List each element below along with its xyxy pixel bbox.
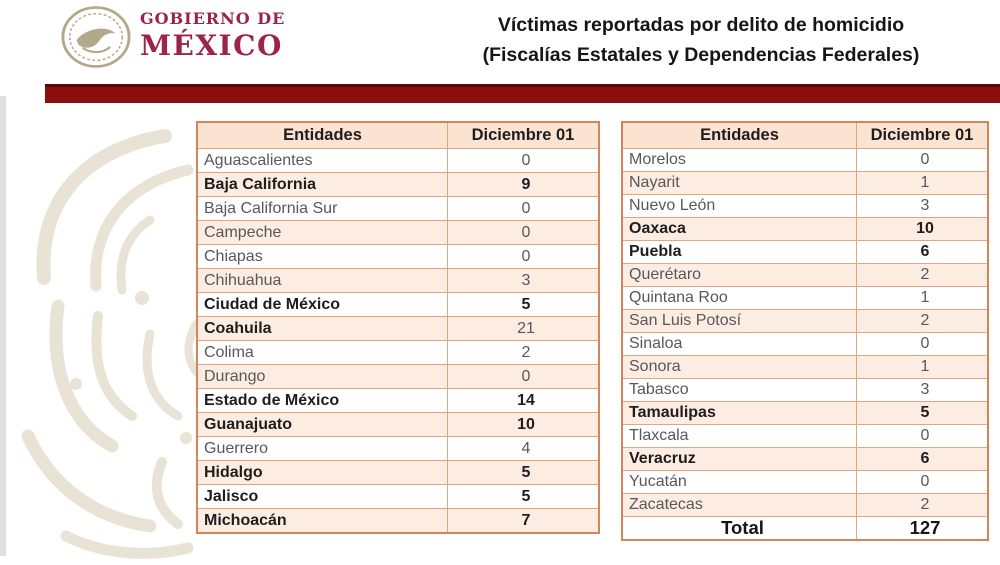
table-row: [197, 437, 599, 461]
table-row: [622, 425, 988, 448]
table-row: [622, 356, 988, 379]
value-cell: 0: [448, 197, 600, 221]
value-cell: 10: [857, 218, 989, 241]
entity-cell: Tabasco: [622, 379, 857, 402]
entity-cell: Colima: [197, 341, 448, 365]
entity-cell: Chiapas: [197, 245, 448, 269]
column-header-entidades: Entidades: [197, 122, 448, 149]
entity-cell: Quintana Roo: [622, 287, 857, 310]
table-row: [622, 333, 988, 356]
value-cell: 3: [448, 269, 600, 293]
value-cell: 0: [857, 425, 989, 448]
value-cell: 6: [857, 241, 989, 264]
entity-cell: Tlaxcala: [622, 425, 857, 448]
entity-cell: Estado de México: [197, 389, 448, 413]
value-cell: 21: [448, 317, 600, 341]
entity-cell: Morelos: [622, 149, 857, 172]
value-cell: 3: [857, 195, 989, 218]
table-row: [622, 494, 988, 517]
column-header-entidades: Entidades: [622, 122, 857, 149]
column-header-diciembre: Diciembre 01: [857, 122, 989, 149]
table-row: [197, 149, 599, 173]
entity-cell: Guerrero: [197, 437, 448, 461]
table-header-row: [197, 122, 599, 149]
table-row: [622, 172, 988, 195]
value-cell: 0: [448, 221, 600, 245]
gobierno-de-mexico-logo: [140, 9, 285, 62]
value-cell: 0: [857, 471, 989, 494]
entity-cell: Nuevo León: [622, 195, 857, 218]
value-cell: 3: [857, 379, 989, 402]
entity-cell: San Luis Potosí: [622, 310, 857, 333]
table-row: [197, 173, 599, 197]
table-row: [622, 195, 988, 218]
value-cell: 6: [857, 448, 989, 471]
table-row: [197, 389, 599, 413]
value-cell: 5: [857, 402, 989, 425]
entity-cell: Yucatán: [622, 471, 857, 494]
value-cell: 2: [857, 494, 989, 517]
value-cell: 0: [448, 245, 600, 269]
entity-cell: Ciudad de México: [197, 293, 448, 317]
table-row: [197, 317, 599, 341]
entity-cell: Sonora: [622, 356, 857, 379]
value-cell: 2: [448, 341, 600, 365]
logo-line1: GOBIERNO DE: [140, 9, 286, 28]
entity-cell: Campeche: [197, 221, 448, 245]
table-row: [622, 379, 988, 402]
table-row: [197, 461, 599, 485]
table-header-row: [622, 122, 988, 149]
table-row: [622, 402, 988, 425]
total-label: Total: [622, 517, 857, 541]
table-row: [622, 218, 988, 241]
table-row: [197, 365, 599, 389]
entity-cell: Coahuila: [197, 317, 448, 341]
entity-cell: Aguascalientes: [197, 149, 448, 173]
table-row: [622, 241, 988, 264]
entity-cell: Tamaulipas: [622, 402, 857, 425]
column-header-diciembre: Diciembre 01: [448, 122, 600, 149]
table-row: [622, 264, 988, 287]
logo-line2: MÉXICO: [140, 29, 283, 62]
entity-cell: Sinaloa: [622, 333, 857, 356]
value-cell: 0: [857, 333, 989, 356]
value-cell: 5: [448, 461, 600, 485]
table-row: [197, 197, 599, 221]
table-row: [622, 448, 988, 471]
watermark-eagle-pattern: [0, 128, 210, 560]
table-row: [197, 509, 599, 534]
entity-cell: Nayarit: [622, 172, 857, 195]
table-row: [197, 221, 599, 245]
entity-cell: Guanajuato: [197, 413, 448, 437]
table-row: [197, 293, 599, 317]
table-row: [197, 413, 599, 437]
table-row: [197, 341, 599, 365]
entity-cell: Durango: [197, 365, 448, 389]
entity-cell: Michoacán: [197, 509, 448, 534]
value-cell: 2: [857, 310, 989, 333]
value-cell: 0: [448, 149, 600, 173]
table-row: [197, 245, 599, 269]
maroon-divider-bar: [45, 84, 1000, 103]
value-cell: 1: [857, 356, 989, 379]
value-cell: 0: [448, 365, 600, 389]
table-row: [622, 287, 988, 310]
value-cell: 1: [857, 287, 989, 310]
table-row: [622, 149, 988, 172]
entity-cell: Puebla: [622, 241, 857, 264]
page-title-line2: (Fiscalías Estatales y Dependencias Federales): [482, 44, 920, 67]
value-cell: 0: [857, 149, 989, 172]
entity-cell: Querétaro: [622, 264, 857, 287]
table-row: [197, 269, 599, 293]
entity-cell: Chihuahua: [197, 269, 448, 293]
value-cell: 7: [448, 509, 600, 534]
value-cell: 14: [448, 389, 600, 413]
value-cell: 5: [448, 293, 600, 317]
table-row: [197, 485, 599, 509]
entity-cell: Veracruz: [622, 448, 857, 471]
total-row: [622, 517, 988, 541]
entity-cell: Baja California: [197, 173, 448, 197]
entity-cell: Baja California Sur: [197, 197, 448, 221]
table-row: [622, 310, 988, 333]
entity-cell: Zacatecas: [622, 494, 857, 517]
total-value: 127: [857, 517, 989, 541]
entity-cell: Hidalgo: [197, 461, 448, 485]
right-states-table: [621, 121, 989, 541]
value-cell: 4: [448, 437, 600, 461]
page-title: [410, 10, 992, 70]
value-cell: 2: [857, 264, 989, 287]
left-edge-shadow: [0, 96, 6, 556]
value-cell: 5: [448, 485, 600, 509]
entity-cell: Oaxaca: [622, 218, 857, 241]
entity-cell: Jalisco: [197, 485, 448, 509]
table-row: [622, 471, 988, 494]
government-seal-icon: [60, 5, 132, 69]
value-cell: 9: [448, 173, 600, 197]
left-states-table: [196, 121, 600, 534]
value-cell: 10: [448, 413, 600, 437]
value-cell: 1: [857, 172, 989, 195]
page-title-line1: Víctimas reportadas por delito de homicidio: [497, 14, 905, 36]
